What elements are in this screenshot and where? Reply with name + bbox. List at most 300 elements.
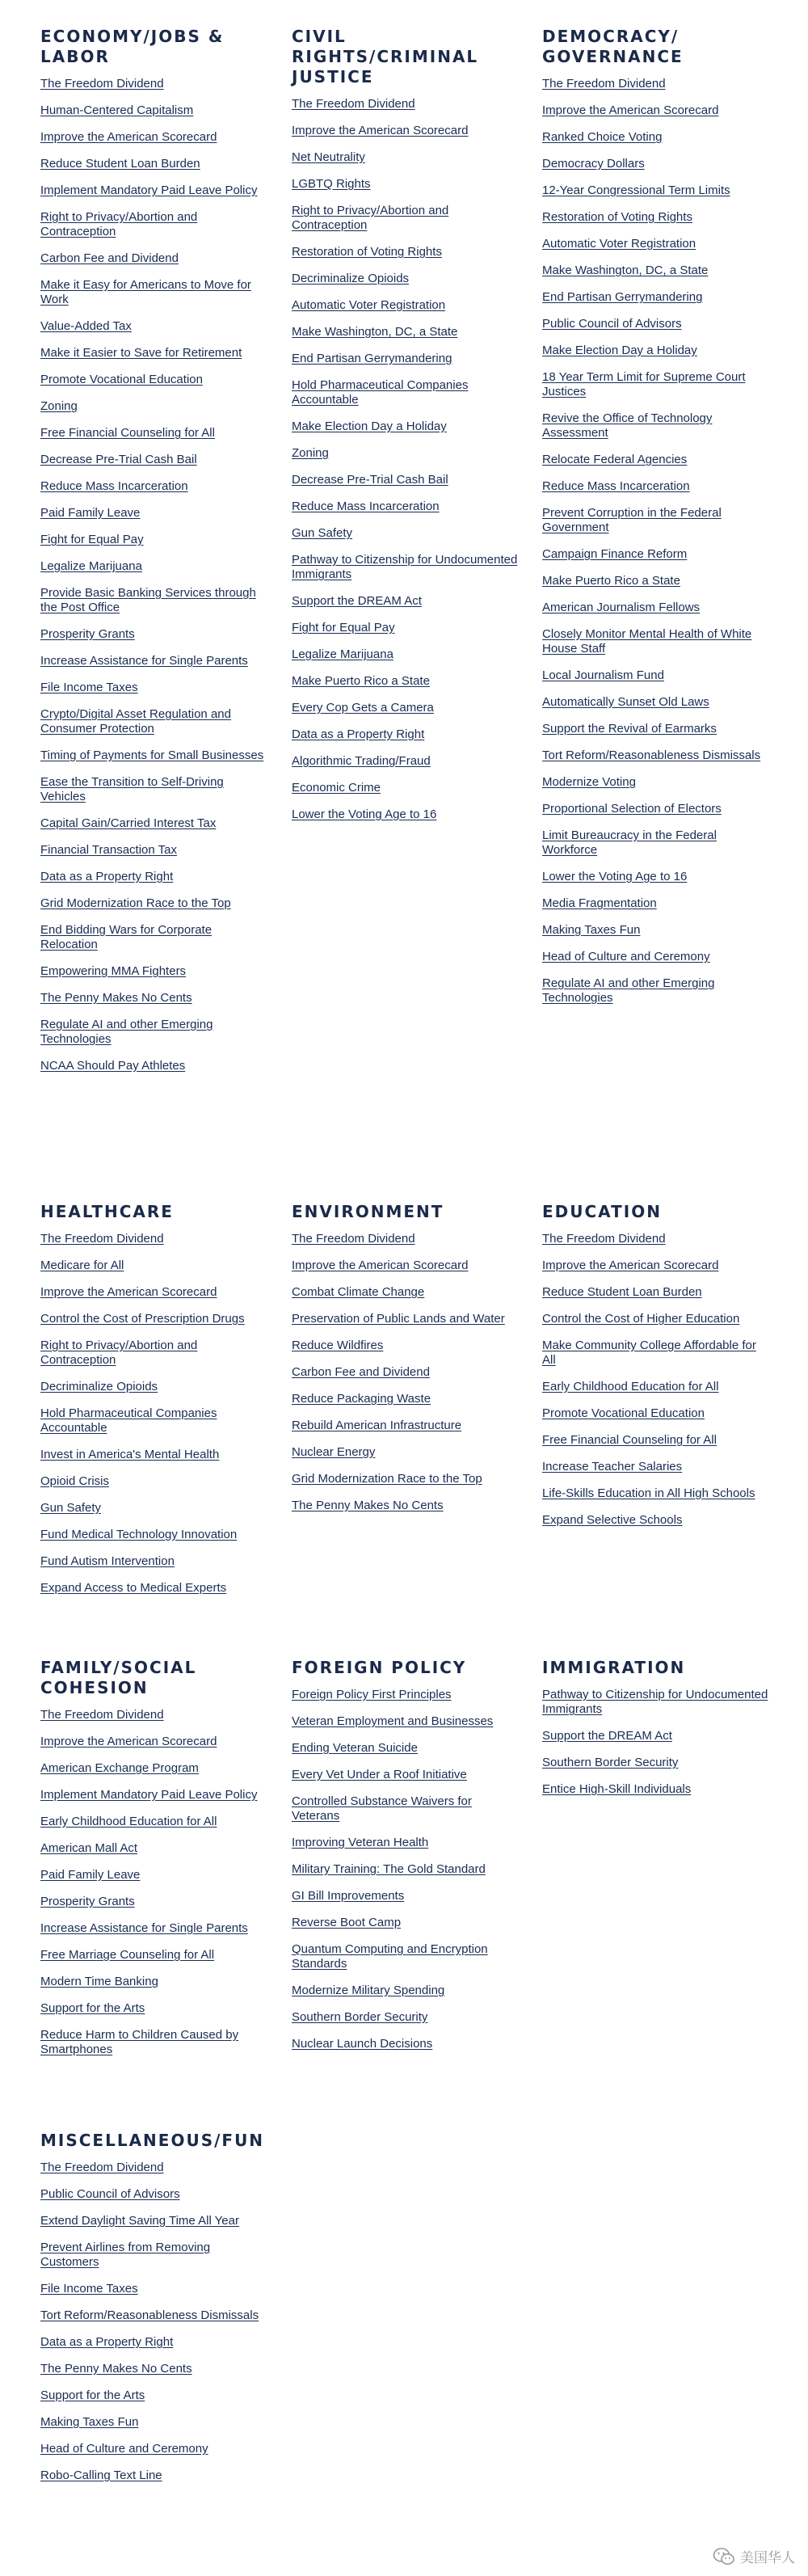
list-item	[542, 1406, 770, 1421]
section-family	[40, 1658, 268, 2069]
policy-link[interactable]: The Freedom Dividend	[40, 2161, 164, 2174]
policy-link[interactable]: American Exchange Program	[40, 1761, 199, 1775]
policy-link[interactable]: Lower the Voting Age to 16	[542, 870, 688, 883]
policy-link[interactable]: Improve the American Scorecard	[40, 1285, 217, 1299]
list-item	[542, 1433, 770, 1448]
policy-link[interactable]: Net Neutrality	[292, 150, 365, 164]
list-item	[542, 668, 770, 683]
policy-link[interactable]: Decrease Pre-Trial Cash Bail	[292, 473, 448, 487]
policy-link[interactable]: Making Taxes Fun	[542, 923, 641, 937]
list-item	[40, 2241, 268, 2270]
list-item	[292, 1445, 520, 1460]
list-item	[542, 479, 770, 494]
policy-link[interactable]: Democracy Dollars	[542, 157, 645, 171]
policy-link[interactable]: Right to Privacy/Abortion and Contraception	[292, 204, 449, 232]
policy-link[interactable]: Automatic Voter Registration	[542, 237, 696, 251]
policy-link[interactable]: Crypto/Digital Asset Regulation and Consumer Protection	[40, 707, 231, 736]
list-item	[542, 1312, 770, 1326]
list-item	[292, 1339, 520, 1353]
policy-link[interactable]: Early Childhood Education for All	[542, 1380, 719, 1393]
policy-link[interactable]: Decriminalize Opioids	[40, 1380, 158, 1393]
list-item	[292, 1862, 520, 1877]
section-democracy	[542, 27, 770, 1018]
list-item	[292, 1714, 520, 1729]
policy-link[interactable]: Make Puerto Rico a State	[542, 574, 680, 588]
policy-link[interactable]: Closely Monitor Mental Health of White House Staff	[542, 627, 752, 656]
list-item	[542, 1486, 770, 1501]
list-item	[40, 453, 268, 467]
policy-link[interactable]: Opioid Crisis	[40, 1474, 110, 1488]
policy-link[interactable]: Paid Family Leave	[40, 1868, 141, 1882]
policy-link[interactable]: Reduce Packaging Waste	[292, 1392, 431, 1406]
policy-link[interactable]: Fund Autism Intervention	[40, 1554, 175, 1568]
list-item	[292, 97, 520, 112]
list-item	[542, 695, 770, 710]
policy-link[interactable]: Public Council of Advisors	[542, 317, 682, 331]
policy-link[interactable]: Foreign Policy First Principles	[292, 1688, 452, 1701]
list-item	[40, 2362, 268, 2376]
policy-link[interactable]: Data as a Property Right	[40, 2335, 174, 2349]
section-economy	[40, 27, 268, 1086]
list-item	[292, 1312, 520, 1326]
policy-link[interactable]: Campaign Finance Reform	[542, 547, 688, 561]
policy-link[interactable]: Nuclear Launch Decisions	[292, 2037, 433, 2051]
list-item	[542, 828, 770, 858]
policy-link[interactable]: Every Cop Gets a Camera	[292, 701, 434, 715]
list-item	[40, 1339, 268, 1368]
policy-link[interactable]: Modern Time Banking	[40, 1975, 158, 1988]
policy-link[interactable]: Improve the American Scorecard	[40, 130, 217, 144]
list-item	[292, 526, 520, 541]
list-item	[542, 1258, 770, 1273]
list-item	[40, 681, 268, 695]
list-item	[40, 870, 268, 884]
list-item	[292, 245, 520, 259]
section-title: ECONOMY/JOBS & LABOR	[40, 27, 225, 66]
section-title: FAMILY/SOCIAL COHESION	[40, 1658, 197, 1697]
policy-link[interactable]: Prevent Corruption in the Federal Government	[542, 506, 722, 534]
policy-link[interactable]: Pathway to Citizenship for Undocumented Immigrants	[542, 1688, 768, 1716]
list-item	[292, 272, 520, 286]
list-item	[40, 77, 268, 91]
policy-link[interactable]: Invest in America's Mental Health	[40, 1448, 220, 1461]
policy-link[interactable]: Legalize Marijuana	[292, 647, 393, 661]
list-item	[292, 352, 520, 366]
list-item	[40, 130, 268, 145]
list-item	[40, 1895, 268, 1909]
policy-link[interactable]: Decrease Pre-Trial Cash Bail	[40, 453, 197, 466]
policy-link[interactable]: File Income Taxes	[40, 681, 138, 694]
section-civil-rights	[292, 27, 520, 834]
list-item	[542, 1756, 770, 1770]
list-item	[542, 370, 770, 399]
policy-link[interactable]: Ranked Choice Voting	[542, 130, 663, 144]
list-item	[542, 1688, 770, 1717]
list-item	[292, 124, 520, 138]
list-item	[292, 647, 520, 662]
list-item	[542, 748, 770, 763]
policy-link[interactable]: Limit Bureaucracy in the Federal Workforce	[542, 828, 717, 857]
policy-link[interactable]: Data as a Property Right	[292, 727, 425, 741]
list-item	[40, 1528, 268, 1542]
policy-link[interactable]: The Freedom Dividend	[40, 1232, 164, 1246]
policy-link[interactable]: Modernize Military Spending	[292, 1984, 445, 1997]
watermark-text: 美国华人	[740, 2550, 795, 2566]
policy-link[interactable]: Right to Privacy/Abortion and Contraception	[40, 210, 198, 238]
list-item	[542, 1729, 770, 1743]
list-item	[40, 2308, 268, 2323]
policy-link[interactable]: Media Fragmentation	[542, 896, 657, 910]
policy-link[interactable]: Fund Medical Technology Innovation	[40, 1528, 238, 1541]
list-item	[542, 775, 770, 790]
list-item	[542, 1339, 770, 1368]
policy-link[interactable]: The Penny Makes No Cents	[292, 1499, 444, 1512]
policy-link[interactable]: Medicare for All	[40, 1258, 124, 1272]
list-item	[40, 816, 268, 831]
policy-link[interactable]: Veteran Employment and Businesses	[292, 1714, 494, 1728]
policy-link[interactable]: Carbon Fee and Dividend	[292, 1365, 430, 1379]
policy-link[interactable]: Controlled Substance Waivers for Veterans	[292, 1794, 472, 1823]
list-item	[40, 1501, 268, 1516]
policy-link[interactable]: Carbon Fee and Dividend	[40, 251, 179, 265]
policy-link[interactable]: Data as a Property Right	[40, 870, 174, 883]
policy-link[interactable]: Support the DREAM Act	[542, 1729, 672, 1743]
policy-link[interactable]: LGBTQ Rights	[292, 177, 371, 191]
policy-link[interactable]: Free Financial Counseling for All	[40, 426, 215, 440]
policy-link[interactable]: Military Training: The Gold Standard	[292, 1862, 486, 1876]
policy-link[interactable]: Reduce Mass Incarceration	[542, 479, 690, 493]
list-item	[542, 547, 770, 562]
list-item	[292, 1419, 520, 1433]
list-item	[40, 1474, 268, 1489]
list-item	[292, 754, 520, 769]
list-item	[292, 1472, 520, 1486]
list-item	[40, 1312, 268, 1326]
policy-link[interactable]: Improve the American Scorecard	[542, 103, 719, 117]
policy-link[interactable]: The Penny Makes No Cents	[40, 991, 192, 1005]
policy-link[interactable]: Rebuild American Infrastructure	[292, 1419, 462, 1432]
list-item	[542, 923, 770, 938]
list-item	[542, 896, 770, 911]
policy-link[interactable]: End Partisan Gerrymandering	[542, 290, 703, 304]
policy-link[interactable]: Support for the Arts	[40, 2001, 145, 2015]
policy-link[interactable]: Regulate AI and other Emerging Technologies	[542, 976, 715, 1005]
policy-link[interactable]: Pathway to Citizenship for Undocumented Immigrants	[292, 553, 518, 581]
list-item	[542, 976, 770, 1006]
policy-link[interactable]: Restoration of Voting Rights	[292, 245, 442, 259]
list-item	[292, 150, 520, 165]
list-item	[40, 210, 268, 239]
list-item	[40, 964, 268, 979]
list-item	[542, 411, 770, 441]
policy-link[interactable]: Grid Modernization Race to the Top	[292, 1472, 482, 1486]
policy-link[interactable]: 18 Year Term Limit for Supreme Court Justices	[542, 370, 746, 398]
list-item	[292, 727, 520, 742]
policy-link[interactable]: Support for the Arts	[40, 2388, 145, 2402]
list-item	[40, 346, 268, 360]
policy-link[interactable]: Right to Privacy/Abortion and Contraception	[40, 1339, 198, 1367]
list-item	[542, 802, 770, 816]
policy-link[interactable]: Nuclear Energy	[292, 1445, 376, 1459]
policy-link[interactable]: Improve the American Scorecard	[40, 1735, 217, 1748]
policy-link[interactable]: 12-Year Congressional Term Limits	[542, 183, 730, 197]
policy-link[interactable]: Reverse Boot Camp	[292, 1916, 402, 1929]
policy-link[interactable]: Grid Modernization Race to the Top	[40, 896, 231, 910]
policy-link[interactable]: Human-Centered Capitalism	[40, 103, 194, 117]
policy-link[interactable]: Lower the Voting Age to 16	[292, 807, 437, 821]
policy-list	[542, 77, 770, 1006]
policy-link[interactable]: Zoning	[292, 446, 329, 460]
policy-link[interactable]: Combat Climate Change	[292, 1285, 425, 1299]
policy-link[interactable]: Southern Border Security	[292, 2010, 428, 2024]
policy-link[interactable]: End Bidding Wars for Corporate Relocation	[40, 923, 213, 951]
policy-link[interactable]: Improving Veteran Health	[292, 1836, 429, 1849]
list-item	[292, 807, 520, 822]
policy-link[interactable]: Prosperity Grants	[40, 627, 135, 641]
list-item	[292, 1392, 520, 1406]
list-item	[542, 1380, 770, 1394]
list-item	[40, 1581, 268, 1596]
list-item	[292, 204, 520, 233]
list-item	[542, 183, 770, 198]
list-item	[542, 574, 770, 588]
policy-link[interactable]: Legalize Marijuana	[40, 559, 142, 573]
policy-link[interactable]: Make Puerto Rico a State	[292, 674, 430, 688]
policy-link[interactable]: Increase Assistance for Single Parents	[40, 1921, 248, 1935]
list-item	[542, 627, 770, 656]
policy-link[interactable]: Free Marriage Counseling for All	[40, 1948, 215, 1962]
policy-link[interactable]: NCAA Should Pay Athletes	[40, 1059, 186, 1073]
policy-link[interactable]: Economic Crime	[292, 781, 381, 795]
policy-link[interactable]: Gun Safety	[292, 526, 353, 540]
list-item	[40, 2415, 268, 2430]
list-item	[292, 701, 520, 715]
list-item	[292, 1984, 520, 1998]
list-item	[292, 325, 520, 339]
policy-link[interactable]: Promote Vocational Education	[542, 1406, 705, 1420]
policy-link[interactable]: Capital Gain/Carried Interest Tax	[40, 816, 217, 830]
list-item	[542, 950, 770, 964]
list-item	[40, 2187, 268, 2202]
policy-link[interactable]: Reduce Mass Incarceration	[40, 479, 188, 493]
policy-link[interactable]: Relocate Federal Agencies	[542, 453, 688, 466]
list-item	[292, 1794, 520, 1823]
policy-link[interactable]: Local Journalism Fund	[542, 668, 664, 682]
list-item	[40, 843, 268, 858]
list-item	[292, 298, 520, 313]
policy-link[interactable]: Reduce Wildfires	[292, 1339, 384, 1352]
list-item	[40, 1788, 268, 1802]
policy-link[interactable]: Improve the American Scorecard	[292, 124, 469, 137]
policy-link[interactable]: Fight for Equal Pay	[40, 533, 144, 546]
list-item	[292, 621, 520, 635]
list-item	[542, 601, 770, 615]
list-item	[40, 1232, 268, 1246]
list-item	[40, 1948, 268, 1963]
policy-link[interactable]: Implement Mandatory Paid Leave Policy	[40, 183, 258, 197]
policy-link[interactable]: Reduce Harm to Children Caused by Smartphones	[40, 2028, 239, 2056]
list-item	[292, 1499, 520, 1513]
policy-link[interactable]: Make Election Day a Holiday	[542, 344, 697, 357]
policy-link[interactable]: Expand Access to Medical Experts	[40, 1581, 227, 1595]
section-education	[542, 1202, 770, 1540]
policy-link[interactable]: Life-Skills Education in All High Schools	[542, 1486, 755, 1500]
policy-link[interactable]: File Income Taxes	[40, 2282, 138, 2296]
policy-link[interactable]: Promote Vocational Education	[40, 373, 203, 386]
list-item	[542, 722, 770, 736]
list-item	[40, 1059, 268, 1073]
list-item	[40, 654, 268, 668]
list-item	[40, 399, 268, 414]
policy-link[interactable]: Empowering MMA Fighters	[40, 964, 187, 978]
policy-link[interactable]: Make it Easier to Save for Retirement	[40, 346, 242, 360]
policy-link[interactable]: Prosperity Grants	[40, 1895, 135, 1908]
policy-link[interactable]: Support the DREAM Act	[292, 594, 422, 608]
policy-link[interactable]: Make Election Day a Holiday	[292, 419, 447, 433]
list-item	[40, 586, 268, 615]
policy-link[interactable]: Provide Basic Banking Services through the Post Office	[40, 586, 256, 614]
policy-link[interactable]: Head of Culture and Ceremony	[542, 950, 710, 963]
policy-link[interactable]: Southern Border Security	[542, 1756, 679, 1769]
policy-list	[292, 1688, 520, 2051]
list-item	[542, 506, 770, 535]
section-title: IMMIGRATION	[542, 1658, 686, 1677]
section-title: EDUCATION	[542, 1202, 662, 1221]
list-item	[40, 1380, 268, 1394]
policy-link[interactable]: Timing of Payments for Small Businesses	[40, 748, 264, 762]
policy-link[interactable]: The Freedom Dividend	[542, 77, 666, 91]
policy-link[interactable]: Prevent Airlines from Removing Customers	[40, 2241, 211, 2269]
policy-link[interactable]: Hold Pharmaceutical Companies Accountable	[40, 1406, 217, 1435]
policy-link[interactable]: Support the Revival of Earmarks	[542, 722, 717, 736]
policy-link[interactable]: Zoning	[40, 399, 78, 413]
policy-link[interactable]: The Freedom Dividend	[542, 1232, 666, 1246]
policy-link[interactable]: Expand Selective Schools	[542, 1513, 683, 1527]
section-title: ENVIRONMENT	[292, 1202, 444, 1221]
list-item	[40, 1975, 268, 1989]
list-item	[40, 533, 268, 547]
list-item	[542, 130, 770, 145]
policy-link[interactable]: The Freedom Dividend	[292, 1232, 415, 1246]
policy-link[interactable]: Financial Transaction Tax	[40, 843, 177, 857]
list-item	[40, 2028, 268, 2057]
policy-link[interactable]: Decriminalize Opioids	[292, 272, 410, 285]
list-item	[40, 251, 268, 266]
policy-link[interactable]: Tort Reform/Reasonableness Dismissals	[40, 2308, 259, 2322]
policy-link[interactable]: Public Council of Advisors	[40, 2187, 180, 2201]
policy-link[interactable]: Implement Mandatory Paid Leave Policy	[40, 1788, 258, 1802]
policy-link[interactable]: Make Washington, DC, a State	[292, 325, 458, 339]
policy-link[interactable]: Reduce Student Loan Burden	[542, 1285, 702, 1299]
policy-link[interactable]: GI Bill Improvements	[292, 1889, 405, 1903]
list-item	[40, 426, 268, 441]
policy-link[interactable]: The Freedom Dividend	[40, 77, 164, 91]
policy-link[interactable]: Hold Pharmaceutical Companies Accountable	[292, 378, 469, 407]
list-item	[40, 506, 268, 521]
policy-link[interactable]: Early Childhood Education for All	[40, 1815, 217, 1828]
policy-link[interactable]: Increase Assistance for Single Parents	[40, 654, 248, 668]
list-item	[542, 157, 770, 171]
policy-link[interactable]: Quantum Computing and Encryption Standards	[292, 1942, 488, 1971]
policy-link[interactable]: Algorithmic Trading/Fraud	[292, 754, 431, 768]
policy-link[interactable]: Automatic Voter Registration	[292, 298, 446, 312]
policy-link[interactable]: Tort Reform/Reasonableness Dismissals	[542, 748, 761, 762]
list-item	[292, 2037, 520, 2051]
policy-link[interactable]: Improve the American Scorecard	[542, 1258, 719, 1272]
policy-link[interactable]: Control the Cost of Prescription Drugs	[40, 1312, 245, 1326]
policy-link[interactable]: Robo-Calling Text Line	[40, 2468, 162, 2482]
list-item	[542, 317, 770, 331]
list-item	[40, 2001, 268, 2016]
policy-list	[40, 77, 268, 1073]
policy-link[interactable]: Make Community College Affordable for All	[542, 1339, 756, 1367]
list-item	[542, 1460, 770, 1474]
policy-link[interactable]: The Freedom Dividend	[292, 97, 415, 111]
policy-link[interactable]: Ease the Transition to Self-Driving Vehicles	[40, 775, 224, 803]
policy-link[interactable]: Automatically Sunset Old Laws	[542, 695, 709, 709]
policy-link[interactable]: Value-Added Tax	[40, 319, 132, 333]
policy-link[interactable]: Modernize Voting	[542, 775, 636, 789]
policy-link[interactable]: American Mall Act	[40, 1841, 138, 1855]
policy-list	[542, 1688, 770, 1797]
list-item	[292, 1836, 520, 1850]
policy-link[interactable]: Proportional Selection of Electors	[542, 802, 722, 816]
policy-link[interactable]: Regulate AI and other Emerging Technologies	[40, 1018, 213, 1046]
list-item	[40, 1735, 268, 1749]
policy-link[interactable]: Ending Veteran Suicide	[292, 1741, 418, 1755]
list-item	[542, 77, 770, 91]
policy-list	[542, 1232, 770, 1528]
list-item	[542, 453, 770, 467]
policy-link[interactable]: The Freedom Dividend	[40, 1708, 164, 1722]
policy-link[interactable]: Reduce Student Loan Burden	[40, 157, 200, 171]
list-item	[292, 1916, 520, 1930]
policy-link[interactable]: Reduce Mass Incarceration	[292, 500, 440, 513]
policy-link[interactable]: Entice High-Skill Individuals	[542, 1782, 692, 1796]
policy-link[interactable]: Improve the American Scorecard	[292, 1258, 469, 1272]
policy-link[interactable]: Make it Easy for Americans to Move for Work	[40, 278, 251, 306]
policy-link[interactable]: Make Washington, DC, a State	[542, 264, 709, 277]
policy-link[interactable]: American Journalism Fellows	[542, 601, 701, 614]
list-item	[542, 1513, 770, 1528]
policy-link[interactable]: Fight for Equal Pay	[292, 621, 395, 635]
list-item	[542, 344, 770, 358]
policy-link[interactable]: Paid Family Leave	[40, 506, 141, 520]
list-item	[542, 1285, 770, 1300]
policy-link[interactable]: Head of Culture and Ceremony	[40, 2442, 208, 2456]
policy-link[interactable]: Every Vet Under a Roof Initiative	[292, 1768, 467, 1781]
policy-link[interactable]: Free Financial Counseling for All	[542, 1433, 717, 1447]
list-item	[292, 1258, 520, 1273]
policy-link[interactable]: Gun Safety	[40, 1501, 102, 1515]
policy-link[interactable]: Preservation of Public Lands and Water	[292, 1312, 505, 1326]
list-item	[40, 1841, 268, 1856]
list-item	[292, 1688, 520, 1702]
list-item	[542, 1232, 770, 1246]
policy-link[interactable]: Control the Cost of Higher Education	[542, 1312, 740, 1326]
policy-link[interactable]: Restoration of Voting Rights	[542, 210, 692, 224]
policy-link[interactable]: Making Taxes Fun	[40, 2415, 139, 2429]
policy-link[interactable]: Increase Teacher Salaries	[542, 1460, 683, 1474]
list-item	[292, 781, 520, 795]
policy-link[interactable]: Revive the Office of Technology Assessment	[542, 411, 713, 440]
list-item	[40, 1448, 268, 1462]
list-item	[292, 1285, 520, 1300]
policy-link[interactable]: The Penny Makes No Cents	[40, 2362, 192, 2376]
policy-link[interactable]: Extend Daylight Saving Time All Year	[40, 2214, 239, 2228]
list-item	[292, 177, 520, 192]
policy-link[interactable]: End Partisan Gerrymandering	[292, 352, 452, 365]
